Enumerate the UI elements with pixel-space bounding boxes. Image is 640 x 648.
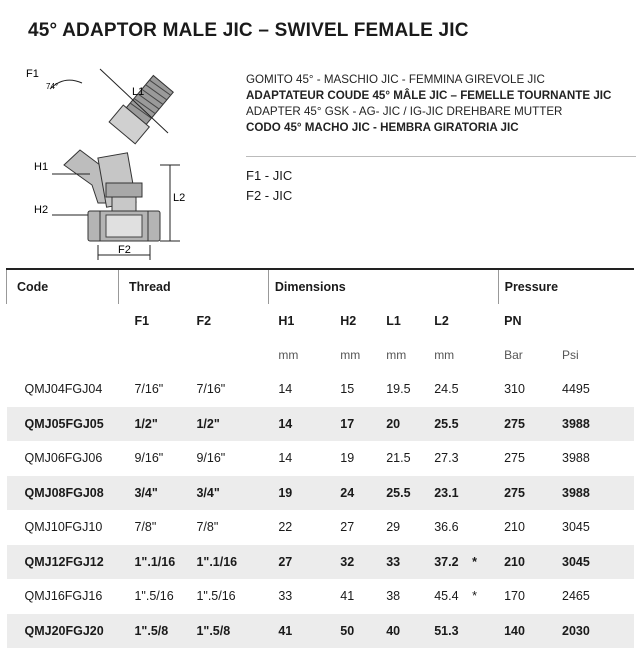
cell-psi: 2030 (556, 614, 634, 648)
cell-l1: 21.5 (382, 441, 430, 476)
cell-bar: 140 (498, 614, 556, 648)
cell-f1: 7/8" (118, 510, 188, 545)
cell-bar: 210 (498, 545, 556, 580)
table-row (7, 579, 635, 614)
cell-f2: 7/16" (188, 372, 268, 407)
cell-star: * (468, 579, 498, 614)
col-f2: F2 (188, 304, 268, 338)
table-row (7, 510, 635, 545)
cell-psi: 3988 (556, 441, 634, 476)
cell-f2: 1/2" (188, 407, 268, 442)
cell-bar: 210 (498, 510, 556, 545)
unit-h1: mm (268, 338, 330, 372)
cell-f1: 1".5/16 (118, 579, 188, 614)
cell-h1: 14 (268, 441, 330, 476)
cell-code: QMJ12FGJ12 (7, 545, 119, 580)
cell-h2: 41 (330, 579, 382, 614)
table-row (7, 407, 635, 442)
cell-h2: 50 (330, 614, 382, 648)
cell-h2: 17 (330, 407, 382, 442)
cell-l1: 40 (382, 614, 430, 648)
cell-l2: 36.6 (430, 510, 468, 545)
cell-bar: 275 (498, 476, 556, 511)
cell-f1: 3/4" (118, 476, 188, 511)
thread-f2: F2 - JIC (246, 186, 292, 206)
cell-psi: 3045 (556, 545, 634, 580)
col-l1: L1 (382, 304, 430, 338)
cell-star (468, 441, 498, 476)
cell-l2: 25.5 (430, 407, 468, 442)
description-de: ADAPTER 45° GSK - AG- JIC / IG-JIC DREHBARE MUTTER (246, 104, 611, 120)
cell-h1: 19 (268, 476, 330, 511)
cell-l1: 29 (382, 510, 430, 545)
label-f2: F2 (118, 244, 131, 256)
cell-l1: 19.5 (382, 372, 430, 407)
cell-h2: 19 (330, 441, 382, 476)
thread-f1: F1 - JIC (246, 166, 292, 186)
cell-code: QMJ20FGJ20 (7, 614, 119, 648)
cell-star: * (468, 545, 498, 580)
col-f1: F1 (118, 304, 188, 338)
cell-code: QMJ08FGJ08 (7, 476, 119, 511)
cell-f2: 1".5/16 (188, 579, 268, 614)
cell-h1: 14 (268, 372, 330, 407)
cell-star (468, 510, 498, 545)
cell-h2: 27 (330, 510, 382, 545)
label-l2: L2 (173, 192, 185, 204)
unit-l1: mm (382, 338, 430, 372)
cell-psi: 2465 (556, 579, 634, 614)
group-dimensions: Dimensions (268, 270, 498, 304)
label-h2: H2 (34, 204, 48, 216)
description-es: CODO 45° MACHO JIC - HEMBRA GIRATORIA JIC (246, 120, 611, 136)
label-angle: 74° (46, 82, 58, 91)
units-row (7, 338, 635, 372)
label-h1: H1 (34, 161, 48, 173)
cell-bar: 170 (498, 579, 556, 614)
cell-h2: 32 (330, 545, 382, 580)
cell-h2: 24 (330, 476, 382, 511)
cell-star (468, 372, 498, 407)
unit-l2: mm (430, 338, 468, 372)
cell-psi: 3988 (556, 476, 634, 511)
cell-l1: 25.5 (382, 476, 430, 511)
cell-f2: 1".1/16 (188, 545, 268, 580)
subheader-row (7, 304, 635, 338)
cell-code: QMJ10FGJ10 (7, 510, 119, 545)
cell-f2: 7/8" (188, 510, 268, 545)
cell-star (468, 614, 498, 648)
cell-f1: 7/16" (118, 372, 188, 407)
unit-psi: Psi (556, 338, 634, 372)
col-h2: H2 (330, 304, 382, 338)
cell-l1: 33 (382, 545, 430, 580)
thread-types (246, 166, 292, 206)
cell-h1: 22 (268, 510, 330, 545)
cell-l2: 27.3 (430, 441, 468, 476)
cell-l1: 20 (382, 407, 430, 442)
table-row (7, 614, 635, 648)
description-it: GOMITO 45° - MASCHIO JIC - FEMMINA GIREVOLE JIC (246, 72, 611, 88)
table-row (7, 441, 635, 476)
description-divider (246, 156, 636, 157)
cell-h1: 33 (268, 579, 330, 614)
table-row (7, 476, 635, 511)
col-h1: H1 (268, 304, 330, 338)
cell-h2: 15 (330, 372, 382, 407)
description-block (246, 72, 611, 136)
col-pn: PN (498, 304, 556, 338)
group-header-row (7, 270, 635, 304)
cell-f2: 9/16" (188, 441, 268, 476)
cell-code: QMJ16FGJ16 (7, 579, 119, 614)
unit-bar: Bar (498, 338, 556, 372)
cell-code: QMJ06FGJ06 (7, 441, 119, 476)
table-row (7, 372, 635, 407)
cell-bar: 275 (498, 407, 556, 442)
cell-h1: 41 (268, 614, 330, 648)
cell-f2: 1".5/8 (188, 614, 268, 648)
label-l1: L1 (132, 86, 144, 98)
cell-psi: 3988 (556, 407, 634, 442)
group-code: Code (7, 270, 119, 304)
table-row (7, 545, 635, 580)
cell-star (468, 407, 498, 442)
adaptor-drawing (20, 55, 220, 265)
label-f1: F1 (26, 68, 39, 80)
cell-h1: 14 (268, 407, 330, 442)
cell-l2: 37.2 (430, 545, 468, 580)
cell-f1: 1".5/8 (118, 614, 188, 648)
cell-h1: 27 (268, 545, 330, 580)
cell-star (468, 476, 498, 511)
cell-l2: 23.1 (430, 476, 468, 511)
group-thread: Thread (118, 270, 268, 304)
cell-l2: 51.3 (430, 614, 468, 648)
cell-bar: 275 (498, 441, 556, 476)
col-l2: L2 (430, 304, 468, 338)
cell-l1: 38 (382, 579, 430, 614)
description-fr: ADAPTATEUR COUDE 45° MÂLE JIC – FEMELLE TOURNANTE JIC (246, 88, 611, 104)
cell-l2: 45.4 (430, 579, 468, 614)
page-title: 45° ADAPTOR MALE JIC – SWIVEL FEMALE JIC (28, 20, 469, 42)
cell-f1: 1/2" (118, 407, 188, 442)
cell-f2: 3/4" (188, 476, 268, 511)
cell-psi: 3045 (556, 510, 634, 545)
cell-f1: 1".1/16 (118, 545, 188, 580)
cell-f1: 9/16" (118, 441, 188, 476)
cell-code: QMJ05FGJ05 (7, 407, 119, 442)
table-body (7, 372, 635, 648)
cell-l2: 24.5 (430, 372, 468, 407)
cell-code: QMJ04FGJ04 (7, 372, 119, 407)
cell-bar: 310 (498, 372, 556, 407)
spec-table (6, 270, 634, 648)
cell-psi: 4495 (556, 372, 634, 407)
unit-h2: mm (330, 338, 382, 372)
group-pressure: Pressure (498, 270, 634, 304)
